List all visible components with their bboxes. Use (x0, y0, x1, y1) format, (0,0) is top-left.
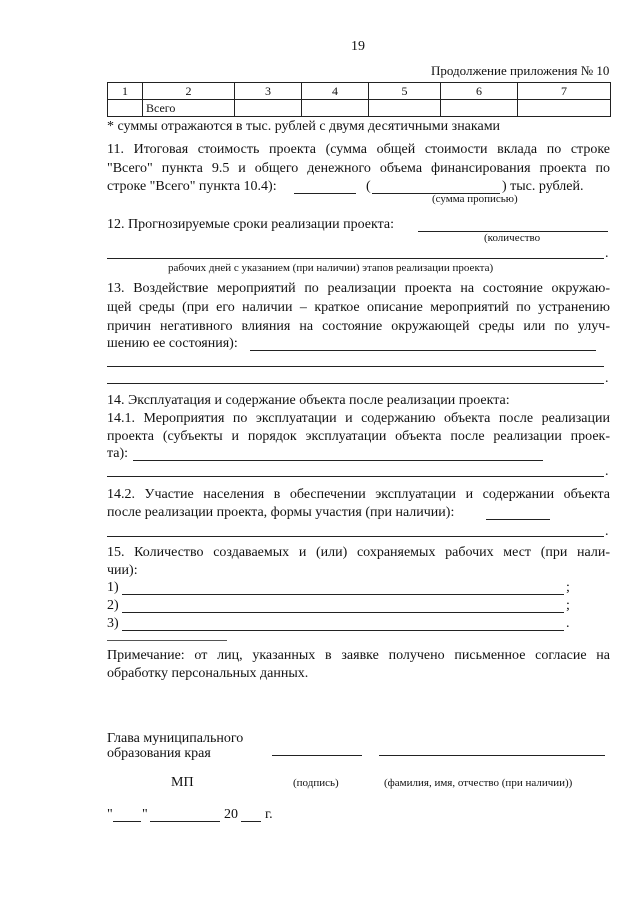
s12-caption1: (количество (484, 232, 541, 244)
s11-line3-label: строке "Всего" пункта 10.4): (107, 179, 277, 194)
s11-paren-open: ( (366, 179, 371, 194)
table-header-cell: 4 (302, 83, 369, 100)
s15-item3-label: 3) (107, 616, 119, 631)
s13-period: . (605, 371, 609, 386)
s14-1-line1: 14.1. Мероприятия по эксплуатации и содержанию объекта после реализации (107, 411, 610, 426)
s12-caption2: рабочих дней с указанием (при наличии) этапов реализации проекта) (168, 262, 494, 274)
s13-field-1[interactable] (250, 350, 596, 351)
s15-line1: 15. Количество создаваемых и (или) сохраняемых рабочих мест (при нали- (107, 545, 610, 560)
table-cell[interactable] (441, 100, 518, 117)
s12-line1: 12. Прогнозируемые сроки реализации проекта: (107, 217, 395, 232)
table-header-row (108, 83, 611, 100)
table-header-cell: 1 (108, 83, 143, 100)
full-name-caption: (фамилия, имя, отчество (при наличии)) (384, 777, 573, 789)
note-separator (107, 640, 227, 641)
s15-item2-label: 2) (107, 598, 119, 613)
s12-period: . (605, 246, 609, 261)
table-header-cell: 5 (369, 83, 441, 100)
table-cell[interactable] (235, 100, 302, 117)
table-header-cell: 7 (518, 83, 611, 100)
s11-sum-field[interactable] (294, 193, 356, 194)
signature-field[interactable] (272, 755, 362, 756)
table-cell-total-label: Всего (143, 100, 235, 117)
s13-field-2[interactable] (107, 366, 604, 367)
s11-line2: "Всего" пункта 9.5 и общего денежного объема финансирования проекта по (107, 161, 610, 176)
s14-1-line2: проекта (субъекты и порядок эксплуатации объекта после реализации проек- (107, 429, 610, 444)
s14-1-field-2[interactable] (107, 476, 604, 477)
s15-line2: чии): (107, 563, 138, 578)
table-header-cell: 3 (235, 83, 302, 100)
s14-2-field-1[interactable] (486, 519, 550, 520)
page-number: 19 (351, 39, 365, 54)
date-year-prefix: 20 (224, 807, 238, 822)
note-line2: обработку персональных данных. (107, 666, 309, 681)
s13-field-3[interactable] (107, 383, 604, 384)
s13-line1: 13. Воздействие мероприятий по реализации проекта на состояние окружаю- (107, 281, 610, 296)
date-day-field[interactable] (113, 821, 141, 822)
signature-caption: (подпись) (293, 777, 339, 789)
s15-item3-field[interactable] (122, 630, 564, 631)
s14-2-period: . (605, 524, 609, 539)
s14-heading: 14. Эксплуатация и содержание объекта после реализации проекта: (107, 393, 510, 408)
signer-title-line2: образования края (107, 746, 211, 761)
s11-line1: 11. Итоговая стоимость проекта (сумма общей стоимости вклада по строке (107, 142, 610, 157)
cost-table (107, 82, 611, 117)
s15-item1-end: ; (566, 580, 570, 595)
note-line1: Примечание: от лиц, указанных в заявке получено письменное согласие на (107, 648, 610, 663)
table-header-cell: 6 (441, 83, 518, 100)
footnote: * суммы отражаются в тыс. рублей с двумя десятичными знаками (107, 119, 501, 134)
table-cell[interactable] (369, 100, 441, 117)
date-year-field[interactable] (241, 821, 261, 822)
date-year-suffix: г. (265, 807, 273, 822)
s13-line4: шению ее состояния): (107, 336, 238, 351)
s13-line3: причин негативного влияния на состояние окружающей среды или по улуч- (107, 319, 610, 334)
table-row-total (108, 100, 611, 117)
appendix-note: Продолжение приложения № 10 (431, 63, 610, 78)
s13-line2: щей среды (при его наличии – краткое описание мероприятий по устранению (107, 300, 610, 315)
s12-term-field-2[interactable] (107, 258, 604, 259)
stamp-label: МП (171, 775, 194, 790)
s15-item3-end: . (566, 616, 570, 631)
full-name-field[interactable] (379, 755, 605, 756)
s11-caption: (сумма прописью) (432, 193, 518, 205)
s14-2-field-2[interactable] (107, 536, 604, 537)
table-cell[interactable] (302, 100, 369, 117)
date-quote-open: " (107, 807, 113, 822)
s11-line3-tail: ) тыс. рублей. (502, 179, 584, 194)
s14-2-line1: 14.2. Участие населения в обеспечении эксплуатации и содержании объекта (107, 487, 610, 502)
s14-2-line2: после реализации проекта, формы участия (при наличии): (107, 505, 455, 520)
s15-item2-field[interactable] (122, 612, 564, 613)
signer-title-line1: Глава муниципального (107, 731, 244, 746)
s14-1-field-1[interactable] (133, 460, 543, 461)
s15-item1-field[interactable] (122, 594, 564, 595)
s15-item1-label: 1) (107, 580, 119, 595)
date-quote-close: " (142, 807, 148, 822)
s14-1-period: . (605, 464, 609, 479)
table-cell[interactable] (518, 100, 611, 117)
s15-item2-end: ; (566, 598, 570, 613)
s14-1-line3: та): (107, 446, 129, 461)
table-cell[interactable] (108, 100, 143, 117)
table-header-cell: 2 (143, 83, 235, 100)
date-month-field[interactable] (150, 821, 220, 822)
